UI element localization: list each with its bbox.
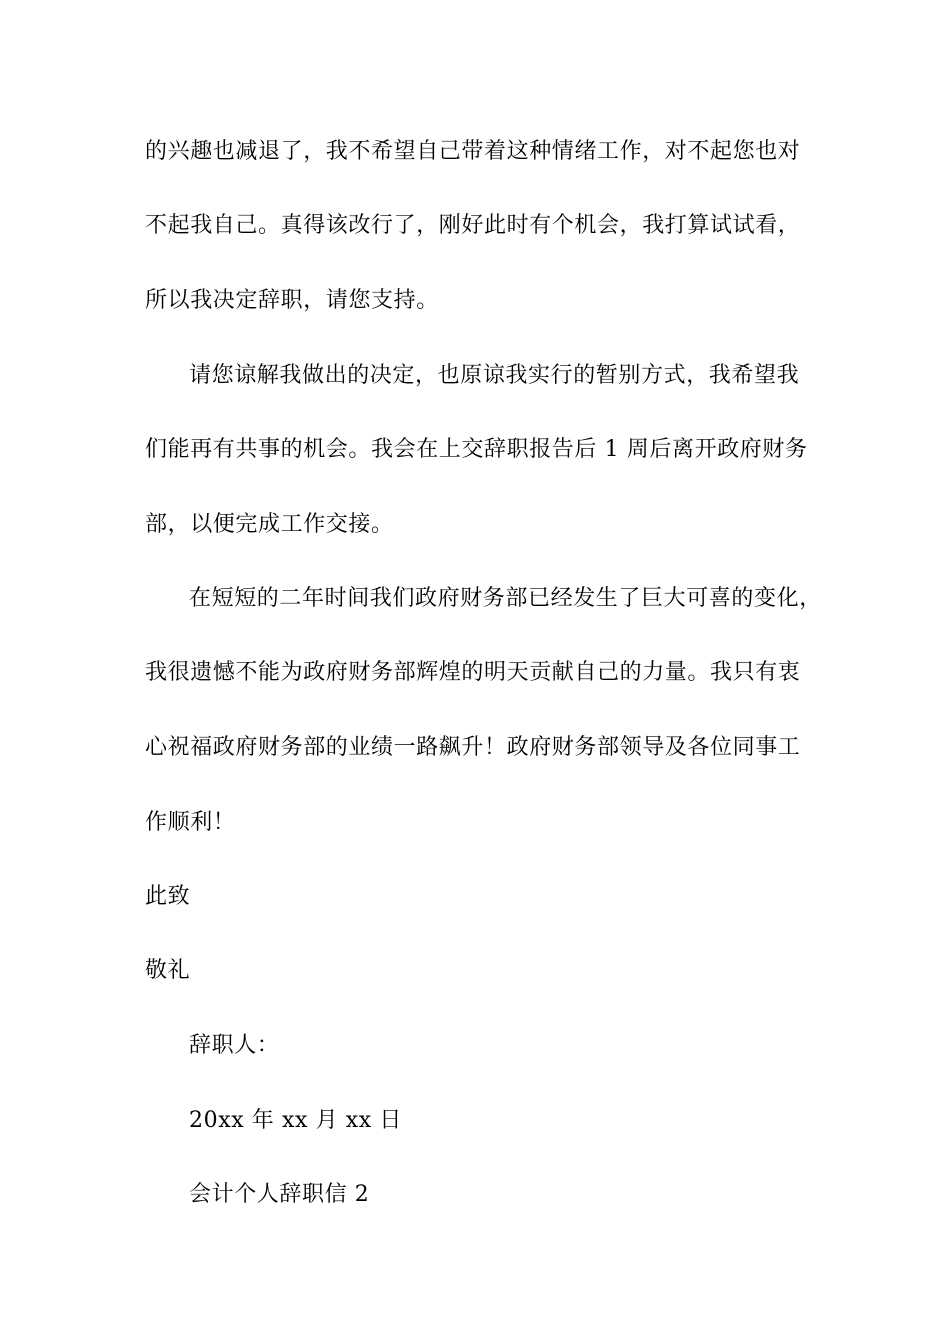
signature-label: 辞职人：: [189, 1033, 280, 1058]
closing-regards: 敬礼: [145, 958, 191, 983]
paragraph-line: 的兴趣也减退了，我不希望自己带着这种情绪工作，对不起您也对: [145, 139, 801, 164]
paragraph-line: 所以我决定辞职，请您支持。: [145, 288, 439, 313]
paragraph-line: 部，以便完成工作交接。: [145, 512, 394, 537]
paragraph-line: 们能再有共事的机会。我会在上交辞职报告后 1 周后离开政府财务: [145, 437, 808, 462]
date-line: 20xx 年 xx 月 xx 日: [189, 1108, 403, 1133]
paragraph-line: 在短短的二年时间我们政府财务部已经发生了巨大可喜的变化，: [189, 586, 822, 611]
paragraph-line: 我很遗憾不能为政府财务部辉煌的明天贡献自己的力量。我只有衷: [145, 660, 801, 685]
section-heading: 会计个人辞职信 2: [189, 1182, 370, 1207]
paragraph-line: 请您谅解我做出的决定，也原谅我实行的暂别方式，我希望我: [189, 363, 800, 388]
paragraph-line: 作顺利！: [145, 810, 236, 835]
paragraph-line: 不起我自己。真得该改行了，刚好此时有个机会，我打算试试看，: [145, 213, 801, 238]
closing-salutation: 此致: [145, 884, 191, 909]
paragraph-line: 心祝福政府财务部的业绩一路飙升！政府财务部领导及各位同事工: [145, 735, 801, 760]
